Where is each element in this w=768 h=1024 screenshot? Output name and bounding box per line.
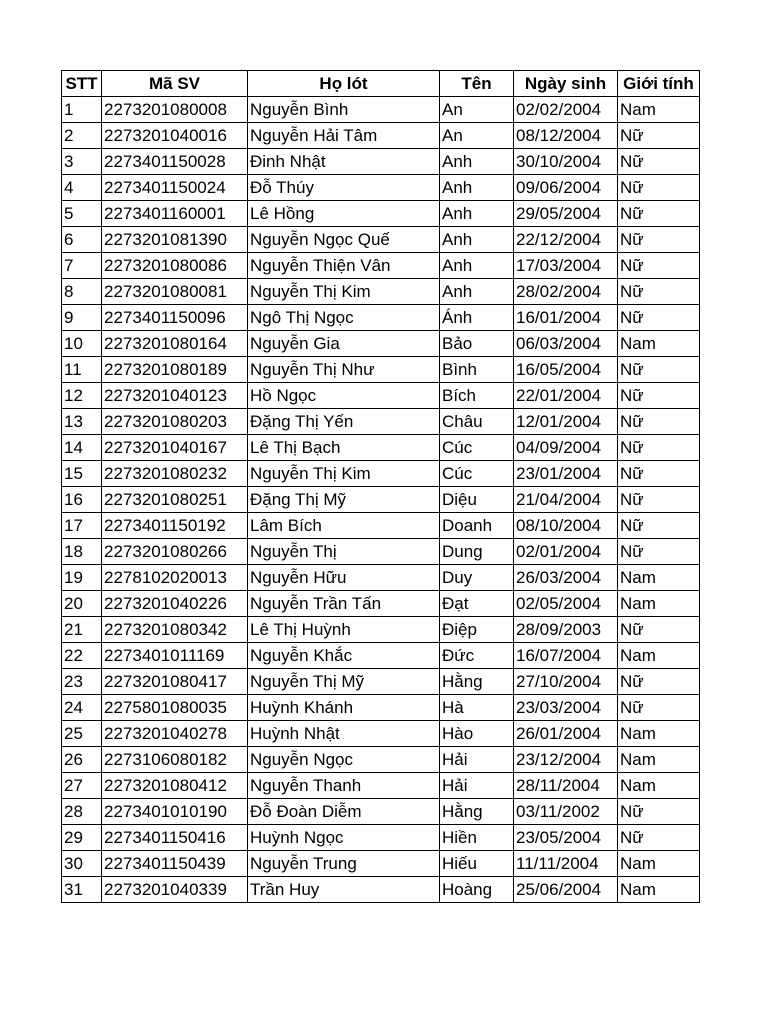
table-row xyxy=(62,487,700,513)
cell-ma-sv: 2273401150192 xyxy=(102,513,248,539)
cell-ho-lot: Đặng Thị Mỹ xyxy=(248,487,440,513)
cell-ho-lot: Lê Hồng xyxy=(248,201,440,227)
cell-ho-lot: Đặng Thị Yến xyxy=(248,409,440,435)
cell-ngay-sinh: 16/05/2004 xyxy=(514,357,618,383)
cell-gioi-tinh: Nam xyxy=(618,773,700,799)
cell-ngay-sinh: 25/06/2004 xyxy=(514,877,618,903)
cell-ho-lot: Đinh Nhật xyxy=(248,149,440,175)
cell-ho-lot: Lê Thị Bạch xyxy=(248,435,440,461)
cell-stt: 23 xyxy=(62,669,102,695)
cell-gioi-tinh: Nam xyxy=(618,747,700,773)
header-ten: Tên xyxy=(440,71,514,97)
cell-gioi-tinh: Nữ xyxy=(618,461,700,487)
cell-stt: 11 xyxy=(62,357,102,383)
cell-gioi-tinh: Nữ xyxy=(618,617,700,643)
cell-gioi-tinh: Nữ xyxy=(618,487,700,513)
student-table xyxy=(61,70,700,903)
cell-ma-sv: 2273401010190 xyxy=(102,799,248,825)
cell-gioi-tinh: Nữ xyxy=(618,825,700,851)
cell-ten: Điệp xyxy=(440,617,514,643)
cell-ma-sv: 2275801080035 xyxy=(102,695,248,721)
cell-ngay-sinh: 23/03/2004 xyxy=(514,695,618,721)
cell-ngay-sinh: 21/04/2004 xyxy=(514,487,618,513)
cell-ho-lot: Nguyễn Thị Kim xyxy=(248,279,440,305)
cell-ho-lot: Huỳnh Ngọc xyxy=(248,825,440,851)
cell-ho-lot: Lâm Bích xyxy=(248,513,440,539)
cell-gioi-tinh: Nam xyxy=(618,851,700,877)
cell-ho-lot: Hồ Ngọc xyxy=(248,383,440,409)
cell-gioi-tinh: Nam xyxy=(618,721,700,747)
cell-ngay-sinh: 30/10/2004 xyxy=(514,149,618,175)
cell-ten: Bích xyxy=(440,383,514,409)
cell-ten: Cúc xyxy=(440,461,514,487)
cell-stt: 30 xyxy=(62,851,102,877)
cell-stt: 13 xyxy=(62,409,102,435)
cell-ho-lot: Nguyễn Thị Kim xyxy=(248,461,440,487)
table-row xyxy=(62,149,700,175)
cell-ngay-sinh: 06/03/2004 xyxy=(514,331,618,357)
cell-ten: Hào xyxy=(440,721,514,747)
cell-ma-sv: 2273201081390 xyxy=(102,227,248,253)
cell-ngay-sinh: 26/01/2004 xyxy=(514,721,618,747)
cell-stt: 10 xyxy=(62,331,102,357)
cell-ho-lot: Nguyễn Thị Mỹ xyxy=(248,669,440,695)
table-row xyxy=(62,331,700,357)
table-row xyxy=(62,123,700,149)
cell-ma-sv: 2273401150024 xyxy=(102,175,248,201)
cell-ho-lot: Nguyễn Thiện Vân xyxy=(248,253,440,279)
cell-ngay-sinh: 28/09/2003 xyxy=(514,617,618,643)
cell-ho-lot: Đỗ Thúy xyxy=(248,175,440,201)
cell-stt: 15 xyxy=(62,461,102,487)
table-row xyxy=(62,97,700,123)
cell-ma-sv: 2273401011169 xyxy=(102,643,248,669)
cell-ten: Hải xyxy=(440,773,514,799)
table-header xyxy=(62,71,700,97)
header-stt: STT xyxy=(62,71,102,97)
cell-ma-sv: 2273401150096 xyxy=(102,305,248,331)
cell-ngay-sinh: 03/11/2002 xyxy=(514,799,618,825)
cell-ten: Anh xyxy=(440,279,514,305)
cell-ten: Hải xyxy=(440,747,514,773)
table-row xyxy=(62,669,700,695)
cell-ngay-sinh: 11/11/2004 xyxy=(514,851,618,877)
cell-gioi-tinh: Nữ xyxy=(618,175,700,201)
cell-ten: Hiền xyxy=(440,825,514,851)
cell-ngay-sinh: 02/05/2004 xyxy=(514,591,618,617)
cell-ten: Anh xyxy=(440,149,514,175)
cell-ngay-sinh: 16/07/2004 xyxy=(514,643,618,669)
cell-ma-sv: 2273201080342 xyxy=(102,617,248,643)
cell-ngay-sinh: 09/06/2004 xyxy=(514,175,618,201)
cell-ho-lot: Huỳnh Khánh xyxy=(248,695,440,721)
cell-ma-sv: 2273201080008 xyxy=(102,97,248,123)
cell-ten: An xyxy=(440,97,514,123)
cell-ngay-sinh: 17/03/2004 xyxy=(514,253,618,279)
cell-ten: An xyxy=(440,123,514,149)
cell-gioi-tinh: Nữ xyxy=(618,305,700,331)
cell-ma-sv: 2273201040123 xyxy=(102,383,248,409)
cell-ma-sv: 2273201080251 xyxy=(102,487,248,513)
cell-ngay-sinh: 23/01/2004 xyxy=(514,461,618,487)
cell-ma-sv: 2273201040167 xyxy=(102,435,248,461)
cell-ten: Diệu xyxy=(440,487,514,513)
table-row xyxy=(62,383,700,409)
cell-stt: 27 xyxy=(62,773,102,799)
cell-ma-sv: 2273401160001 xyxy=(102,201,248,227)
table-row xyxy=(62,357,700,383)
cell-gioi-tinh: Nữ xyxy=(618,227,700,253)
table-row xyxy=(62,175,700,201)
cell-ma-sv: 2273201080232 xyxy=(102,461,248,487)
cell-ten: Bình xyxy=(440,357,514,383)
cell-ho-lot: Nguyễn Khắc xyxy=(248,643,440,669)
cell-ma-sv: 2273201080203 xyxy=(102,409,248,435)
cell-stt: 21 xyxy=(62,617,102,643)
cell-stt: 5 xyxy=(62,201,102,227)
cell-gioi-tinh: Nữ xyxy=(618,799,700,825)
cell-ma-sv: 2273201080164 xyxy=(102,331,248,357)
cell-stt: 31 xyxy=(62,877,102,903)
table-row xyxy=(62,695,700,721)
cell-ngay-sinh: 08/10/2004 xyxy=(514,513,618,539)
cell-stt: 8 xyxy=(62,279,102,305)
table-row xyxy=(62,201,700,227)
cell-ma-sv: 2273201080189 xyxy=(102,357,248,383)
table-row xyxy=(62,591,700,617)
table-row xyxy=(62,747,700,773)
cell-ngay-sinh: 12/01/2004 xyxy=(514,409,618,435)
cell-ten: Anh xyxy=(440,201,514,227)
table-row xyxy=(62,461,700,487)
table-row xyxy=(62,435,700,461)
cell-ngay-sinh: 22/12/2004 xyxy=(514,227,618,253)
cell-gioi-tinh: Nam xyxy=(618,877,700,903)
cell-ho-lot: Nguyễn Bình xyxy=(248,97,440,123)
cell-gioi-tinh: Nữ xyxy=(618,669,700,695)
cell-ho-lot: Nguyễn Thị Như xyxy=(248,357,440,383)
cell-ho-lot: Nguyễn Ngọc xyxy=(248,747,440,773)
cell-ten: Doanh xyxy=(440,513,514,539)
cell-gioi-tinh: Nam xyxy=(618,331,700,357)
cell-stt: 19 xyxy=(62,565,102,591)
cell-gioi-tinh: Nữ xyxy=(618,149,700,175)
table-row xyxy=(62,513,700,539)
cell-ngay-sinh: 22/01/2004 xyxy=(514,383,618,409)
cell-ten: Cúc xyxy=(440,435,514,461)
table-row xyxy=(62,227,700,253)
cell-ten: Anh xyxy=(440,253,514,279)
cell-ten: Bảo xyxy=(440,331,514,357)
cell-ma-sv: 2273401150439 xyxy=(102,851,248,877)
cell-stt: 16 xyxy=(62,487,102,513)
cell-gioi-tinh: Nam xyxy=(618,565,700,591)
header-ho-lot: Họ lót xyxy=(248,71,440,97)
cell-stt: 3 xyxy=(62,149,102,175)
cell-ho-lot: Ngô Thị Ngọc xyxy=(248,305,440,331)
cell-stt: 22 xyxy=(62,643,102,669)
cell-ma-sv: 2278102020013 xyxy=(102,565,248,591)
cell-gioi-tinh: Nữ xyxy=(618,279,700,305)
cell-ho-lot: Nguyễn Gia xyxy=(248,331,440,357)
table-row xyxy=(62,643,700,669)
cell-gioi-tinh: Nữ xyxy=(618,383,700,409)
cell-gioi-tinh: Nam xyxy=(618,643,700,669)
cell-stt: 17 xyxy=(62,513,102,539)
header-gioi-tinh: Giới tính xyxy=(618,71,700,97)
cell-stt: 18 xyxy=(62,539,102,565)
cell-gioi-tinh: Nữ xyxy=(618,253,700,279)
cell-ten: Hà xyxy=(440,695,514,721)
table-row xyxy=(62,279,700,305)
cell-ten: Đạt xyxy=(440,591,514,617)
cell-ho-lot: Nguyễn Ngọc Quế xyxy=(248,227,440,253)
cell-stt: 4 xyxy=(62,175,102,201)
cell-ngay-sinh: 28/02/2004 xyxy=(514,279,618,305)
cell-ho-lot: Nguyễn Thị xyxy=(248,539,440,565)
table-row xyxy=(62,305,700,331)
cell-ten: Châu xyxy=(440,409,514,435)
cell-ma-sv: 2273201040278 xyxy=(102,721,248,747)
table-row xyxy=(62,409,700,435)
cell-stt: 26 xyxy=(62,747,102,773)
cell-gioi-tinh: Nữ xyxy=(618,409,700,435)
cell-gioi-tinh: Nam xyxy=(618,591,700,617)
cell-ten: Ánh xyxy=(440,305,514,331)
header-ma-sv: Mã SV xyxy=(102,71,248,97)
cell-gioi-tinh: Nữ xyxy=(618,539,700,565)
cell-ma-sv: 2273201080086 xyxy=(102,253,248,279)
table-row xyxy=(62,773,700,799)
table-row xyxy=(62,799,700,825)
cell-ma-sv: 2273201080081 xyxy=(102,279,248,305)
cell-ten: Hiếu xyxy=(440,851,514,877)
cell-gioi-tinh: Nữ xyxy=(618,357,700,383)
cell-ma-sv: 2273201080266 xyxy=(102,539,248,565)
cell-ma-sv: 2273201080412 xyxy=(102,773,248,799)
cell-ngay-sinh: 26/03/2004 xyxy=(514,565,618,591)
cell-stt: 24 xyxy=(62,695,102,721)
cell-ma-sv: 2273201040226 xyxy=(102,591,248,617)
cell-ma-sv: 2273201080417 xyxy=(102,669,248,695)
cell-stt: 9 xyxy=(62,305,102,331)
table-row xyxy=(62,851,700,877)
cell-ho-lot: Đỗ Đoàn Diễm xyxy=(248,799,440,825)
table-row xyxy=(62,825,700,851)
header-row xyxy=(62,71,700,97)
cell-ten: Hoàng xyxy=(440,877,514,903)
cell-ho-lot: Nguyễn Trần Tấn xyxy=(248,591,440,617)
cell-ho-lot: Nguyễn Hữu xyxy=(248,565,440,591)
cell-ho-lot: Huỳnh Nhật xyxy=(248,721,440,747)
cell-stt: 20 xyxy=(62,591,102,617)
cell-ten: Anh xyxy=(440,175,514,201)
table-row xyxy=(62,565,700,591)
cell-ho-lot: Nguyễn Hải Tâm xyxy=(248,123,440,149)
cell-stt: 14 xyxy=(62,435,102,461)
cell-stt: 29 xyxy=(62,825,102,851)
cell-ngay-sinh: 27/10/2004 xyxy=(514,669,618,695)
cell-ho-lot: Nguyễn Trung xyxy=(248,851,440,877)
cell-ngay-sinh: 28/11/2004 xyxy=(514,773,618,799)
cell-gioi-tinh: Nữ xyxy=(618,123,700,149)
table-row xyxy=(62,721,700,747)
cell-ho-lot: Nguyễn Thanh xyxy=(248,773,440,799)
table-row xyxy=(62,253,700,279)
cell-ngay-sinh: 02/01/2004 xyxy=(514,539,618,565)
cell-stt: 2 xyxy=(62,123,102,149)
cell-ho-lot: Lê Thị Huỳnh xyxy=(248,617,440,643)
cell-ngay-sinh: 02/02/2004 xyxy=(514,97,618,123)
cell-ten: Hằng xyxy=(440,669,514,695)
cell-ngay-sinh: 23/12/2004 xyxy=(514,747,618,773)
table-row xyxy=(62,617,700,643)
cell-stt: 1 xyxy=(62,97,102,123)
cell-stt: 28 xyxy=(62,799,102,825)
cell-ten: Dung xyxy=(440,539,514,565)
cell-gioi-tinh: Nữ xyxy=(618,513,700,539)
cell-ngay-sinh: 29/05/2004 xyxy=(514,201,618,227)
table-row xyxy=(62,877,700,903)
cell-gioi-tinh: Nam xyxy=(618,97,700,123)
header-ngay-sinh: Ngày sinh xyxy=(514,71,618,97)
cell-gioi-tinh: Nữ xyxy=(618,201,700,227)
cell-ma-sv: 2273401150416 xyxy=(102,825,248,851)
cell-ma-sv: 2273401150028 xyxy=(102,149,248,175)
cell-ma-sv: 2273201040339 xyxy=(102,877,248,903)
cell-ngay-sinh: 16/01/2004 xyxy=(514,305,618,331)
cell-gioi-tinh: Nữ xyxy=(618,435,700,461)
cell-ma-sv: 2273201040016 xyxy=(102,123,248,149)
cell-stt: 25 xyxy=(62,721,102,747)
cell-gioi-tinh: Nữ xyxy=(618,695,700,721)
table-body xyxy=(62,97,700,903)
cell-ngay-sinh: 23/05/2004 xyxy=(514,825,618,851)
cell-ngay-sinh: 08/12/2004 xyxy=(514,123,618,149)
cell-ngay-sinh: 04/09/2004 xyxy=(514,435,618,461)
cell-ten: Hằng xyxy=(440,799,514,825)
cell-stt: 12 xyxy=(62,383,102,409)
cell-ten: Anh xyxy=(440,227,514,253)
table-row xyxy=(62,539,700,565)
cell-ho-lot: Trần Huy xyxy=(248,877,440,903)
cell-ten: Duy xyxy=(440,565,514,591)
cell-stt: 6 xyxy=(62,227,102,253)
cell-ma-sv: 2273106080182 xyxy=(102,747,248,773)
cell-ten: Đức xyxy=(440,643,514,669)
cell-stt: 7 xyxy=(62,253,102,279)
